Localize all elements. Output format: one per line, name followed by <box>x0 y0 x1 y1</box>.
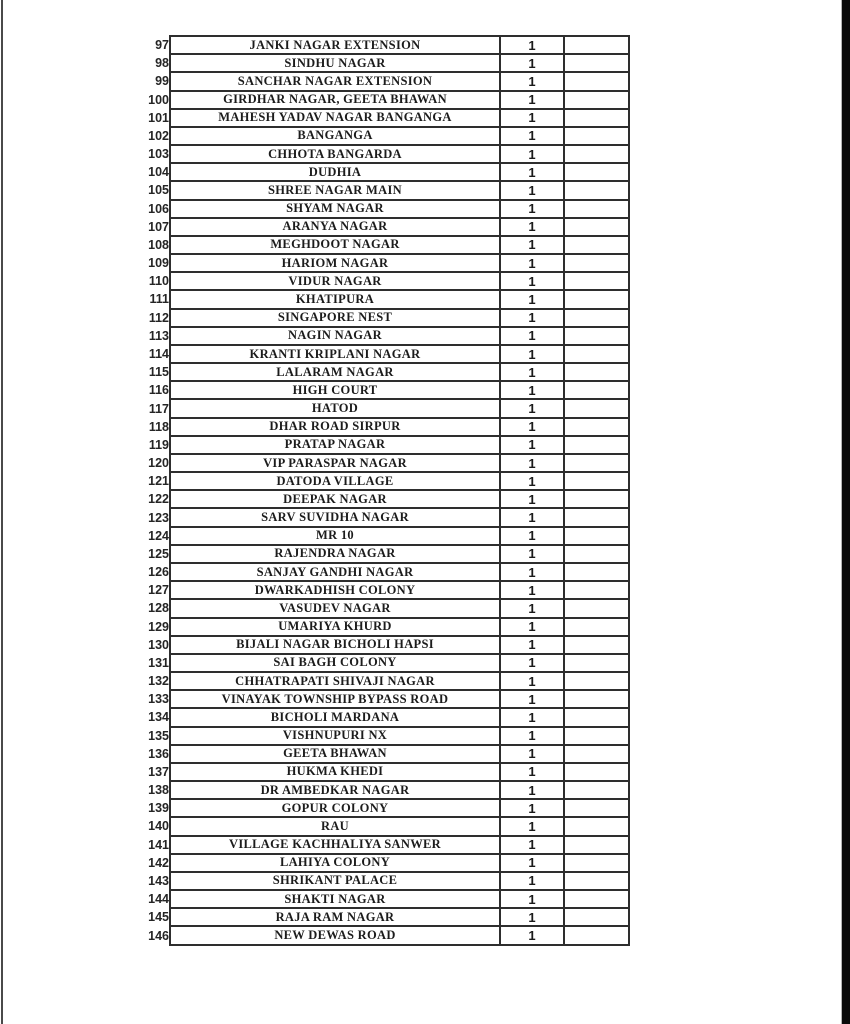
count-cell: 1 <box>500 145 564 163</box>
row-serial-number: 125 <box>148 546 169 561</box>
table-row <box>136 636 629 654</box>
area-name-cell: NEW DEWAS ROAD <box>170 926 500 944</box>
count-cell: 1 <box>500 200 564 218</box>
area-name-cell: SINGAPORE NEST <box>170 309 500 327</box>
area-name-cell: HARIOM NAGAR <box>170 254 500 272</box>
table-row <box>136 745 629 763</box>
count-cell: 1 <box>500 908 564 926</box>
scan-left-edge-line <box>1 0 3 1024</box>
row-serial-number: 134 <box>148 710 169 725</box>
count-cell: 1 <box>500 272 564 290</box>
blank-cell <box>564 381 629 399</box>
blank-cell <box>564 109 629 127</box>
row-serial-number: 105 <box>148 183 169 198</box>
blank-cell <box>564 599 629 617</box>
blank-cell <box>564 363 629 381</box>
row-serial-number: 142 <box>148 855 169 870</box>
area-name-cell: CHHATRAPATI SHIVAJI NAGAR <box>170 672 500 690</box>
count-cell: 1 <box>500 527 564 545</box>
row-serial-number: 114 <box>148 347 169 361</box>
table-row <box>136 127 629 145</box>
area-name-cell: RAJA RAM NAGAR <box>170 908 500 926</box>
table-row <box>136 727 629 745</box>
blank-cell <box>564 527 629 545</box>
table-row <box>136 327 629 345</box>
area-name-cell: VASUDEV NAGAR <box>170 599 500 617</box>
row-serial-number: 118 <box>148 419 169 434</box>
table-row <box>136 545 629 563</box>
row-serial-number: 107 <box>148 219 169 234</box>
count-cell: 1 <box>500 672 564 690</box>
table-row <box>136 690 629 708</box>
count-cell: 1 <box>500 327 564 345</box>
row-serial-number: 123 <box>148 510 169 525</box>
area-name-cell: DEEPAK NAGAR <box>170 490 500 508</box>
table-row <box>136 72 629 90</box>
count-cell: 1 <box>500 817 564 835</box>
area-name-cell: SAI BAGH COLONY <box>170 654 500 672</box>
count-cell: 1 <box>500 290 564 308</box>
area-name-cell: VISHNUPURI NX <box>170 727 500 745</box>
count-cell: 1 <box>500 236 564 254</box>
table-row <box>136 236 629 254</box>
row-serial-number: 129 <box>148 619 169 634</box>
row-serial-number: 103 <box>148 147 169 162</box>
blank-cell <box>564 763 629 781</box>
area-name-cell: SHYAM NAGAR <box>170 200 500 218</box>
row-serial-number: 113 <box>148 328 169 343</box>
count-cell: 1 <box>500 690 564 708</box>
area-name-cell: DUDHIA <box>170 163 500 181</box>
blank-cell <box>564 563 629 581</box>
row-serial-number: 124 <box>148 528 169 543</box>
area-name-cell: VINAYAK TOWNSHIP BYPASS ROAD <box>170 690 500 708</box>
blank-cell <box>564 399 629 417</box>
area-name-cell: SANJAY GANDHI NAGAR <box>170 563 500 581</box>
area-name-cell: VIDUR NAGAR <box>170 272 500 290</box>
area-name-cell: SHAKTI NAGAR <box>170 890 500 908</box>
table-row <box>136 200 629 218</box>
area-name-cell: GEETA BHAWAN <box>170 745 500 763</box>
count-cell: 1 <box>500 472 564 490</box>
table-row <box>136 781 629 799</box>
blank-cell <box>564 854 629 872</box>
table-row <box>136 109 629 127</box>
area-name-cell: RAJENDRA NAGAR <box>170 545 500 563</box>
table-row <box>136 799 629 817</box>
count-cell: 1 <box>500 72 564 90</box>
count-cell: 1 <box>500 254 564 272</box>
blank-cell <box>564 581 629 599</box>
count-cell: 1 <box>500 181 564 199</box>
count-cell: 1 <box>500 563 564 581</box>
blank-cell <box>564 745 629 763</box>
count-cell: 1 <box>500 345 564 363</box>
row-serial-number: 106 <box>148 201 169 216</box>
blank-cell <box>564 654 629 672</box>
blank-cell <box>564 236 629 254</box>
area-name-cell: LAHIYA COLONY <box>170 854 500 872</box>
blank-cell <box>564 454 629 472</box>
row-serial-number: 130 <box>148 637 169 652</box>
blank-cell <box>564 817 629 835</box>
row-serial-number: 143 <box>148 873 169 888</box>
table-row <box>136 599 629 617</box>
table-row <box>136 36 629 54</box>
area-name-cell: SARV SUVIDHA NAGAR <box>170 508 500 526</box>
count-cell: 1 <box>500 636 564 654</box>
row-serial-number: 101 <box>148 110 169 125</box>
area-name-cell: GIRDHAR NAGAR, GEETA BHAWAN <box>170 91 500 109</box>
row-serial-number: 120 <box>148 456 169 471</box>
row-serial-number: 116 <box>148 383 169 398</box>
table-row <box>136 672 629 690</box>
area-name-cell: ARANYA NAGAR <box>170 218 500 236</box>
count-cell: 1 <box>500 545 564 563</box>
blank-cell <box>564 690 629 708</box>
area-name-cell: MR 10 <box>170 527 500 545</box>
table-row <box>136 817 629 835</box>
table-row <box>136 708 629 726</box>
table-row <box>136 54 629 72</box>
row-serial-number: 146 <box>148 928 169 943</box>
table-row <box>136 654 629 672</box>
area-name-cell: BICHOLI MARDANA <box>170 708 500 726</box>
table-row <box>136 527 629 545</box>
area-name-cell: BANGANGA <box>170 127 500 145</box>
count-cell: 1 <box>500 418 564 436</box>
row-serial-number: 133 <box>148 692 169 707</box>
count-cell: 1 <box>500 926 564 944</box>
area-name-cell: MEGHDOOT NAGAR <box>170 236 500 254</box>
row-serial-number: 127 <box>148 583 169 598</box>
area-name-cell: DATODA VILLAGE <box>170 472 500 490</box>
blank-cell <box>564 91 629 109</box>
row-serial-number: 138 <box>148 783 169 798</box>
blank-cell <box>564 836 629 854</box>
row-serial-number: 110 <box>148 274 169 289</box>
count-cell: 1 <box>500 872 564 890</box>
area-name-cell: CHHOTA BANGARDA <box>170 145 500 163</box>
blank-cell <box>564 290 629 308</box>
blank-cell <box>564 872 629 890</box>
blank-cell <box>564 508 629 526</box>
count-cell: 1 <box>500 36 564 54</box>
count-cell: 1 <box>500 163 564 181</box>
row-serial-number: 141 <box>148 837 169 852</box>
table-row <box>136 508 629 526</box>
area-name-cell: MAHESH YADAV NAGAR BANGANGA <box>170 109 500 127</box>
area-table-body <box>136 36 629 945</box>
blank-cell <box>564 218 629 236</box>
blank-cell <box>564 54 629 72</box>
count-cell: 1 <box>500 436 564 454</box>
row-serial-number: 115 <box>148 365 169 380</box>
blank-cell <box>564 636 629 654</box>
table-row <box>136 618 629 636</box>
count-cell: 1 <box>500 363 564 381</box>
blank-cell <box>564 781 629 799</box>
area-name-cell: KHATIPURA <box>170 290 500 308</box>
area-name-cell: PRATAP NAGAR <box>170 436 500 454</box>
row-serial-number: 117 <box>148 401 169 416</box>
blank-cell <box>564 418 629 436</box>
area-name-cell: DR AMBEDKAR NAGAR <box>170 781 500 799</box>
table-row <box>136 254 629 272</box>
table-row <box>136 309 629 327</box>
row-serial-number: 99 <box>155 74 169 89</box>
row-serial-number: 122 <box>148 492 169 507</box>
area-name-cell: LALARAM NAGAR <box>170 363 500 381</box>
blank-cell <box>564 926 629 944</box>
row-serial-number: 111 <box>149 292 169 307</box>
blank-cell <box>564 472 629 490</box>
blank-cell <box>564 272 629 290</box>
blank-cell <box>564 163 629 181</box>
table-row <box>136 926 629 944</box>
table-row <box>136 399 629 417</box>
blank-cell <box>564 708 629 726</box>
row-serial-number: 126 <box>148 565 169 580</box>
row-serial-number: 137 <box>148 764 169 779</box>
count-cell: 1 <box>500 836 564 854</box>
area-name-cell: HATOD <box>170 399 500 417</box>
blank-cell <box>564 890 629 908</box>
table-row <box>136 908 629 926</box>
table-row <box>136 181 629 199</box>
blank-cell <box>564 345 629 363</box>
area-name-cell: GOPUR COLONY <box>170 799 500 817</box>
row-serial-number: 98 <box>155 56 169 71</box>
blank-cell <box>564 309 629 327</box>
table-row <box>136 436 629 454</box>
area-name-cell: SINDHU NAGAR <box>170 54 500 72</box>
count-cell: 1 <box>500 109 564 127</box>
count-cell: 1 <box>500 54 564 72</box>
count-cell: 1 <box>500 399 564 417</box>
blank-cell <box>564 72 629 90</box>
area-name-cell: UMARIYA KHURD <box>170 618 500 636</box>
area-name-cell: SHREE NAGAR MAIN <box>170 181 500 199</box>
blank-cell <box>564 181 629 199</box>
table-row <box>136 363 629 381</box>
row-serial-number: 108 <box>148 237 169 252</box>
table-row <box>136 454 629 472</box>
table-row <box>136 563 629 581</box>
blank-cell <box>564 127 629 145</box>
blank-cell <box>564 672 629 690</box>
count-cell: 1 <box>500 508 564 526</box>
table-row <box>136 490 629 508</box>
blank-cell <box>564 436 629 454</box>
row-serial-number: 128 <box>148 601 169 616</box>
blank-cell <box>564 36 629 54</box>
row-serial-number: 144 <box>148 892 169 907</box>
table-row <box>136 472 629 490</box>
row-serial-number: 104 <box>148 165 169 180</box>
area-name-cell: HIGH COURT <box>170 381 500 399</box>
blank-cell <box>564 545 629 563</box>
count-cell: 1 <box>500 799 564 817</box>
scan-right-edge-strip <box>841 0 850 1024</box>
area-name-cell: SANCHAR NAGAR EXTENSION <box>170 72 500 90</box>
row-serial-number: 136 <box>148 746 169 761</box>
table-row <box>136 890 629 908</box>
count-cell: 1 <box>500 91 564 109</box>
table-row <box>136 345 629 363</box>
row-serial-number: 139 <box>148 801 169 816</box>
area-count-table <box>136 35 630 946</box>
blank-cell <box>564 327 629 345</box>
count-cell: 1 <box>500 490 564 508</box>
count-cell: 1 <box>500 763 564 781</box>
table-row <box>136 145 629 163</box>
count-cell: 1 <box>500 745 564 763</box>
area-name-cell: BIJALI NAGAR BICHOLI HAPSI <box>170 636 500 654</box>
blank-cell <box>564 145 629 163</box>
blank-cell <box>564 727 629 745</box>
area-name-cell: HUKMA KHEDI <box>170 763 500 781</box>
row-serial-number: 145 <box>148 910 169 925</box>
row-serial-number: 102 <box>148 128 169 143</box>
area-count-table-page <box>136 35 630 946</box>
count-cell: 1 <box>500 454 564 472</box>
count-cell: 1 <box>500 781 564 799</box>
table-row <box>136 836 629 854</box>
blank-cell <box>564 618 629 636</box>
count-cell: 1 <box>500 854 564 872</box>
table-row <box>136 91 629 109</box>
table-row <box>136 218 629 236</box>
count-cell: 1 <box>500 654 564 672</box>
count-cell: 1 <box>500 218 564 236</box>
area-name-cell: SHRIKANT PALACE <box>170 872 500 890</box>
count-cell: 1 <box>500 581 564 599</box>
area-name-cell: DWARKADHISH COLONY <box>170 581 500 599</box>
table-row <box>136 381 629 399</box>
row-serial-number: 131 <box>148 655 169 670</box>
area-name-cell: VIP PARASPAR NAGAR <box>170 454 500 472</box>
area-name-cell: KRANTI KRIPLANI NAGAR <box>170 345 500 363</box>
row-serial-number: 119 <box>148 437 169 452</box>
row-serial-number: 132 <box>148 674 169 689</box>
row-serial-number: 135 <box>148 728 169 743</box>
table-row <box>136 418 629 436</box>
count-cell: 1 <box>500 727 564 745</box>
blank-cell <box>564 799 629 817</box>
table-row <box>136 763 629 781</box>
area-name-cell: VILLAGE KACHHALIYA SANWER <box>170 836 500 854</box>
blank-cell <box>564 254 629 272</box>
area-name-cell: JANKI NAGAR EXTENSION <box>170 36 500 54</box>
count-cell: 1 <box>500 708 564 726</box>
area-name-cell: DHAR ROAD SIRPUR <box>170 418 500 436</box>
row-serial-number: 140 <box>148 819 169 834</box>
blank-cell <box>564 490 629 508</box>
table-row <box>136 581 629 599</box>
table-row <box>136 854 629 872</box>
count-cell: 1 <box>500 890 564 908</box>
count-cell: 1 <box>500 381 564 399</box>
row-serial-number: 112 <box>148 310 169 325</box>
blank-cell <box>564 908 629 926</box>
table-row <box>136 272 629 290</box>
row-serial-number: 100 <box>148 92 169 107</box>
blank-cell <box>564 200 629 218</box>
table-row <box>136 872 629 890</box>
count-cell: 1 <box>500 309 564 327</box>
table-row <box>136 163 629 181</box>
table-row <box>136 290 629 308</box>
count-cell: 1 <box>500 127 564 145</box>
area-name-cell: NAGIN NAGAR <box>170 327 500 345</box>
count-cell: 1 <box>500 618 564 636</box>
row-serial-number: 121 <box>148 474 169 489</box>
area-name-cell: RAU <box>170 817 500 835</box>
count-cell: 1 <box>500 599 564 617</box>
row-serial-number: 97 <box>155 38 169 53</box>
row-serial-number: 109 <box>148 256 169 271</box>
